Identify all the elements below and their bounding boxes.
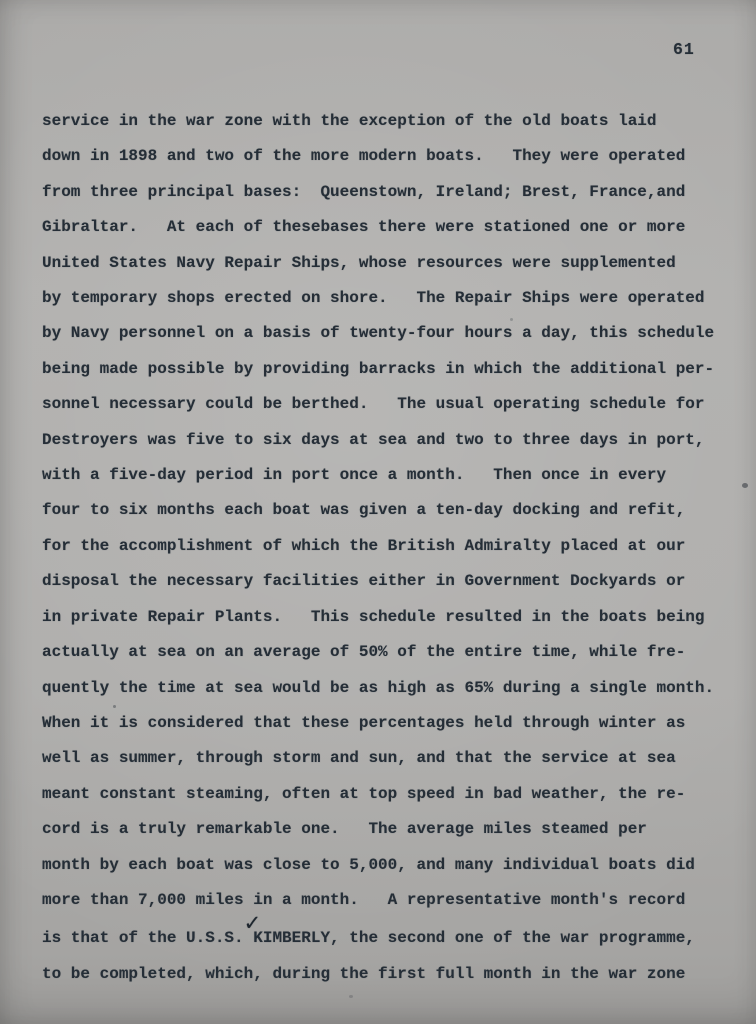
text-line: meant constant steaming, often at top speed in bad weather, the re- bbox=[42, 784, 686, 803]
text-line: with a five-day period in port once a month. Then once in every bbox=[42, 466, 667, 485]
text-line: When it is considered that these percentages held through winter as bbox=[42, 713, 686, 732]
text-line: in private Repair Plants. This schedule resulted in the boats being bbox=[42, 607, 705, 626]
handwritten-checkmark: ✓ bbox=[243, 911, 262, 936]
text-line: by temporary shops erected on shore. The Repair Ships were operated bbox=[42, 289, 705, 308]
text-line: by Navy personnel on a basis of twenty-four hours a day, this schedule bbox=[42, 324, 715, 343]
text-line: quently the time at sea would be as high as 65% during a single month. bbox=[42, 678, 715, 697]
text-line: actually at sea on an average of 50% of the entire time, while fre- bbox=[42, 643, 686, 662]
text-line: month by each boat was close to 5,000, and many individual boats did bbox=[42, 855, 695, 874]
text-line: from three principal bases: Queenstown, Ireland; Brest, France,and bbox=[42, 182, 686, 201]
scan-speck bbox=[349, 995, 353, 998]
text-line: more than 7,000 miles in a month. A representative month's record bbox=[42, 890, 686, 909]
text-line: disposal the necessary facilities either in Government Dockyards or bbox=[42, 572, 686, 591]
text-line: Gibraltar. At each of thesebases there were stationed one or more bbox=[42, 218, 686, 237]
scan-speck bbox=[742, 483, 748, 488]
typewritten-text bbox=[42, 104, 742, 992]
text-segment: is that of the U.S.S. bbox=[42, 929, 244, 948]
text-line: down in 1898 and two of the more modern boats. They were operated bbox=[42, 147, 686, 166]
text-segment: KIMBERLY, the second one of the war programme, bbox=[253, 929, 695, 948]
text-line: United States Navy Repair Ships, whose resources were supplemented bbox=[42, 253, 676, 272]
text-line: well as summer, through storm and sun, and that the service at sea bbox=[42, 749, 676, 768]
text-line-kimberly bbox=[42, 911, 742, 956]
page-number: 61 bbox=[673, 40, 695, 59]
text-line: cord is a truly remarkable one. The average miles steamed per bbox=[42, 820, 647, 839]
scan-speck bbox=[510, 318, 513, 321]
text-line: to be completed, which, during the first full month in the war zone bbox=[42, 964, 686, 983]
scan-speck bbox=[113, 705, 116, 708]
text-line: four to six months each boat was given a ten-day docking and refit, bbox=[42, 501, 686, 520]
text-line: being made possible by providing barracks in which the additional per- bbox=[42, 359, 715, 378]
text-line: sonnel necessary could be berthed. The usual operating schedule for bbox=[42, 395, 705, 414]
text-line: for the accomplishment of which the British Admiralty placed at our bbox=[42, 536, 686, 555]
text-line: Destroyers was five to six days at sea and two to three days in port, bbox=[42, 430, 705, 449]
text-line: service in the war zone with the exception of the old boats laid bbox=[42, 112, 657, 130]
